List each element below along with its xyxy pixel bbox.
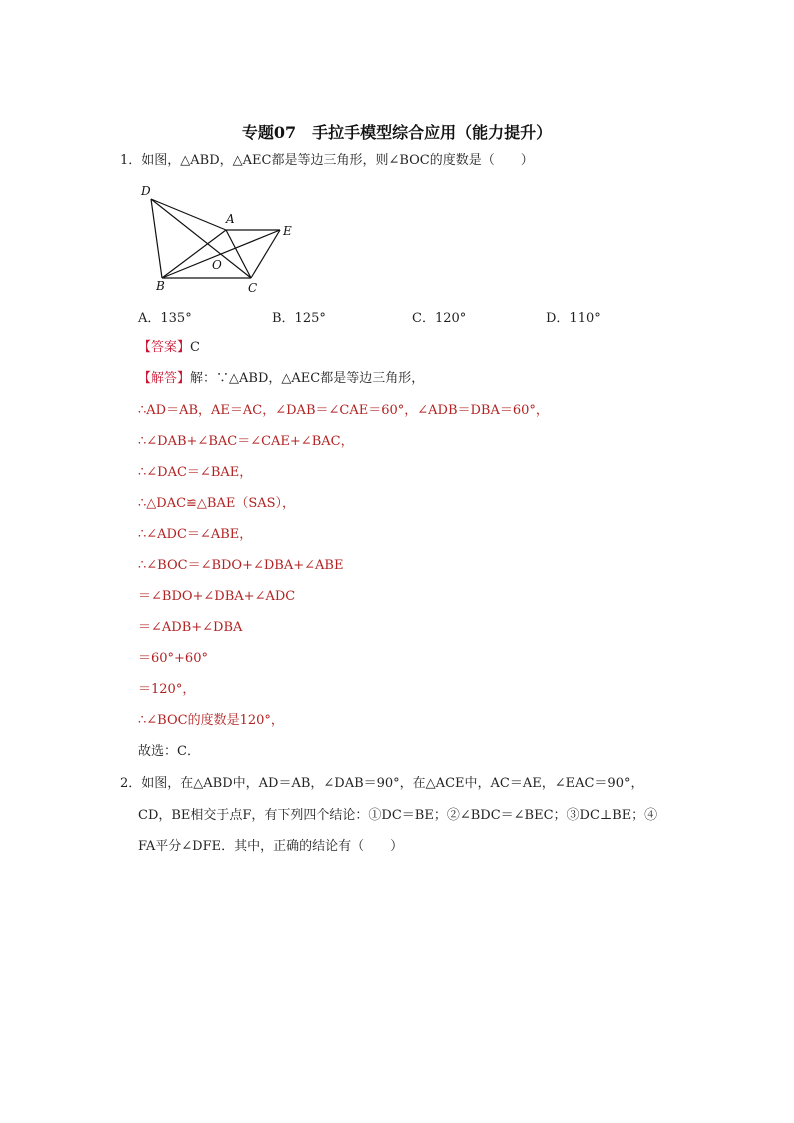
solution-step: ∴∠DAB+∠BAC＝∠CAE+∠BAC，: [138, 434, 354, 449]
label-a: A: [226, 212, 235, 226]
question-2-line: CD，BE相交于点F，有下列四个结论：①DC＝BE；②∠BDC＝∠BEC；③DC⊥BE；④: [138, 808, 658, 823]
segment-da: [151, 199, 226, 230]
option-a: A．135°: [138, 311, 192, 326]
label-b: B: [156, 279, 165, 293]
solution-step: ＝∠BDO+∠DBA+∠ADC: [138, 589, 296, 604]
solution-step: ∴△DAC≌△BAE（SAS），: [138, 496, 296, 511]
solution-step: ∴AD＝AB，AE＝AC，∠DAB＝∠CAE＝60°，∠ADB＝DBA＝60°，: [138, 403, 549, 418]
solution-step: ∴∠BOC＝∠BDO+∠DBA+∠ABE: [138, 558, 344, 573]
segment-dc: [151, 199, 251, 278]
label-c: C: [248, 281, 258, 295]
solution-step: ∴∠ADC＝∠ABE，: [138, 527, 253, 542]
question-1-figure: [130, 180, 310, 300]
segment-db: [151, 199, 162, 278]
solution-step: ＝120°，: [138, 682, 196, 697]
solution-step: ∴∠DAC＝∠BAE，: [138, 465, 253, 480]
solution-label: 【解答】: [138, 371, 191, 386]
page-title: 专题07 手拉手模型综合应用（能力提升）: [241, 123, 553, 142]
label-d: D: [141, 184, 151, 198]
solution-intro-line: [138, 370, 424, 388]
answer-line: [138, 339, 200, 357]
option-d: D．110°: [546, 311, 601, 326]
question-1-stem: 1．如图，△ABD，△AEC都是等边三角形，则∠BOC的度数是（ ）: [120, 153, 534, 168]
solution-final: 故选：C．: [138, 744, 200, 759]
solution-step: ＝∠ADB+∠DBA: [138, 620, 243, 635]
solution-intro: 解：∵△ABD，△AEC都是等边三角形，: [190, 371, 425, 386]
segment-ac: [226, 230, 251, 278]
segment-ec: [251, 230, 280, 278]
answer-value: C: [190, 340, 200, 355]
solution-step: ∴∠BOC的度数是120°，: [138, 713, 284, 728]
option-b: B．125°: [272, 311, 326, 326]
label-e: E: [283, 224, 292, 238]
solution-step: ＝60°+60°: [138, 651, 208, 666]
option-c: C．120°: [412, 311, 467, 326]
label-o: O: [212, 258, 222, 272]
answer-label: 【答案】: [138, 340, 191, 355]
question-2-line: 2．如图，在△ABD中，AD＝AB，∠DAB＝90°，在△ACE中，AC＝AE，∠EAC＝90°，: [120, 776, 644, 791]
question-2-line: FA平分∠DFE．其中，正确的结论有（ ）: [138, 839, 404, 854]
